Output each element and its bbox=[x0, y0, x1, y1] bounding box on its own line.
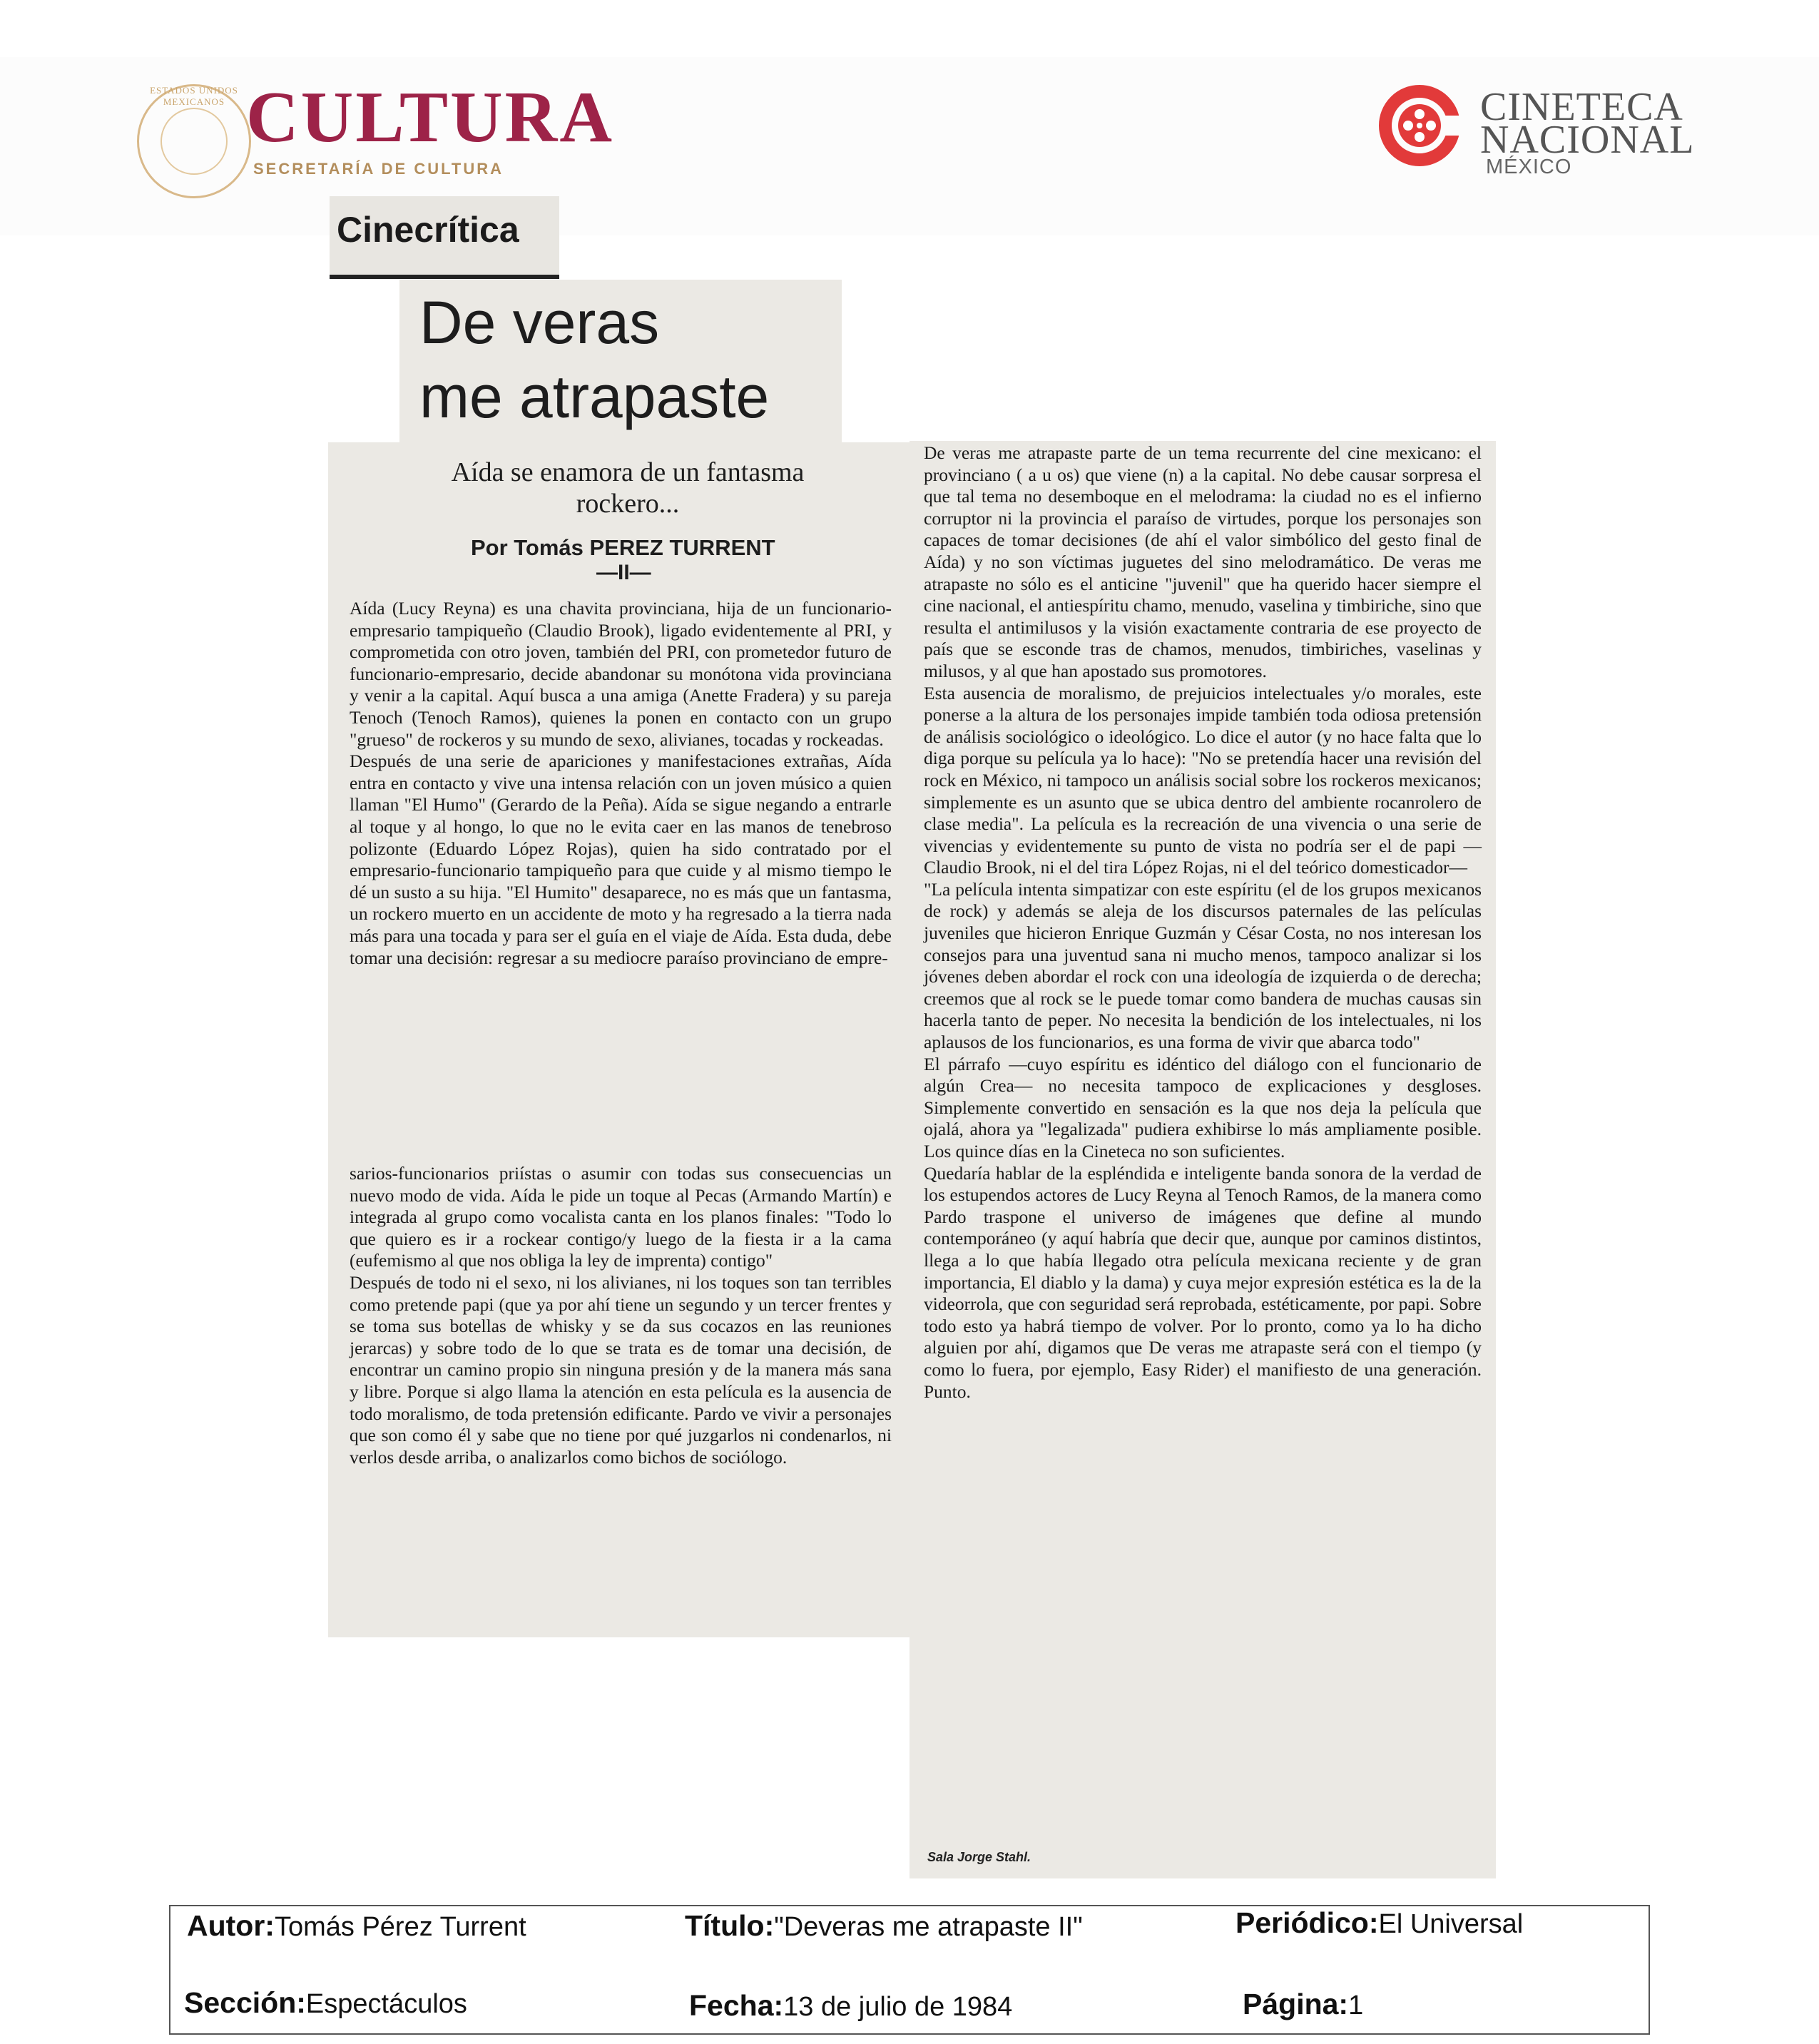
film-reel-icon bbox=[1377, 83, 1462, 168]
article-headline bbox=[399, 280, 842, 444]
cultura-logo-word: CULTURA bbox=[246, 77, 615, 158]
meta-titulo bbox=[685, 1909, 1083, 1943]
meta-periodico-value: El Universal bbox=[1378, 1909, 1524, 1939]
section-tag bbox=[330, 196, 559, 279]
meta-seccion-label: Sección: bbox=[184, 1986, 306, 2019]
meta-seccion-value: Espectáculos bbox=[305, 1989, 467, 2019]
cineteca-logo-line1: CINETECA bbox=[1480, 85, 1683, 129]
article-deck: Aída se enamora de un fantasma rockero... bbox=[451, 457, 805, 519]
article-signature: Sala Jorge Stahl. bbox=[927, 1850, 1031, 1864]
cineteca-logo-line3: MÉXICO bbox=[1486, 156, 1572, 178]
meta-pagina-value: 1 bbox=[1348, 1990, 1364, 2020]
meta-periodico-label: Periódico: bbox=[1235, 1906, 1379, 1939]
article-column-right bbox=[910, 441, 1496, 1878]
article-column-left bbox=[328, 442, 910, 1637]
meta-autor bbox=[187, 1909, 526, 1943]
cineteca-logo-line2: NACIONAL bbox=[1480, 118, 1695, 162]
eagle-emblem-icon bbox=[160, 108, 228, 175]
article-body-col1-part1: Aída (Lucy Reyna) es una chavita provinciana, hija de un funcionario-empresario tampiqueño (Claudio Brook), ligado evidentemente al PRI, y comprometida con otro joven, también del PRI, con prometedor futuro de funcionario-empresario, decide abandonar su monótona vida provinciana y venir a la capital. Aquí busca a una amiga (Anette Fradera) y su pareja Tenoch (Tenoch Ramos), quienes la ponen en contacto con un grupo "grueso" de rockeros y su mundo de sexo, alivianes, tocadas y rockeadas. Después de una serie de apariciones y manifestaciones extrañas, Aída entra en contacto y vive una intensa relación con un joven músico a quien llaman "El Humo" (Gerardo de la Peña). Aída se sigue negando a entrarle al toque y al hongo, lo que no le evita caer en las manos de tenebroso polizonte (Eduardo López Rojas), quien ha sido contratado por el empresario-funcionario tampiqueño para que cuide y al mismo tiempo le dé un susto a su hija. "El Humito" desaparece, no es más que un fantasma, un rockero muerto en un accidente de moto y ha regresado a la tierra nada más para una tocada y para ser el guía en el viaje de Aída. Esta duda, debe tomar una decisión: regresar a su mediocre paraíso provinciano de empre- bbox=[350, 598, 892, 968]
mexican-coat-of-arms-seal bbox=[137, 84, 251, 198]
meta-fecha-label: Fecha: bbox=[689, 1989, 784, 2022]
meta-autor-value: Tomás Pérez Turrent bbox=[274, 1912, 526, 1942]
meta-pagina bbox=[1243, 1988, 1363, 2021]
article-body-col1-part2: sarios-funcionarios priístas o asumir con todas sus consecuencias un nuevo modo de vida. Aída le pide un toque al Pecas (Armando Martín) e integrada al grupo como vocalista canta en los planos finales: "Todo lo que quiero es ir a rockear contigo/y luego de la fiesta ir a la cama (eufemismo al que nos obliga la ley de imprenta) contigo" Después de todo ni el sexo, ni los alivianes, ni los toques son tan terribles como pretende papi (que ya por ahí tiene un segundo y un tercer frentes y se toma sus botellas de whisky y se da sus cocazos en las reuniones jerarcas) y sobre todo de lo que se trata es de tomar una decisión, de encontrar un camino propio sin ninguna presión y de la manera más sana y libre. Porque si algo llama la atención en esta película es la ausencia de todo moralismo, de toda pretensión edificante. Pardo ve vivir a personajes que son como él y sabe que no tiene por qué juzgarlos ni condenarlos, ni verlos desde arriba, o analizarlos como bichos de sociólogo. bbox=[350, 1163, 892, 1468]
meta-seccion bbox=[184, 1986, 467, 2020]
cultura-logo-subtitle: SECRETARÍA DE CULTURA bbox=[253, 160, 504, 178]
meta-titulo-value: "Deveras me atrapaste II" bbox=[774, 1912, 1083, 1942]
seal-text: ESTADOS UNIDOS MEXICANOS bbox=[150, 85, 238, 107]
meta-pagina-label: Página: bbox=[1243, 1988, 1349, 2020]
article-part-number: —II— bbox=[596, 561, 651, 584]
meta-periodico bbox=[1235, 1906, 1523, 1940]
meta-autor-label: Autor: bbox=[187, 1909, 275, 1942]
meta-titulo-label: Título: bbox=[685, 1909, 775, 1942]
section-tag-label: Cinecrítica bbox=[337, 210, 519, 250]
meta-fecha-value: 13 de julio de 1984 bbox=[783, 1992, 1013, 2022]
article-body-col2: De veras me atrapaste parte de un tema recurrente del cine mexicano: el provinciano ( a u os) que viene (n) a la capital. No debe causar sorpresa el que tal tema no desemboque en el melodrama: la ciudad no es el infierno corruptor ni la provincia el paraíso de virtudes, porque los personajes son capaces de tomar decisiones (de ahí el valor simbólico del gesto final de Aída) y no son víctimas juguetes del sino melodramático. De veras me atrapaste no sólo es el anticine "juvenil" que ha querido hacer siempre el cine nacional, el antiespíritu chamo, menudo, vaselina y timbiriche, sino que resulta el antimilusos y la visión exactamente contraria de ese proyecto de país que se esconde tras de chamos, menudos, timbiriches, vaselinas y milusos, y al que han apostado sus promotores. Esta ausencia de moralismo, de prejuicios intelectuales y/o morales, este ponerse a la altura de los personajes impide también toda odiosa pretensión de análisis sociológico o ideológico. Lo dice el autor (y no hace falta que lo diga porque su película ya lo hace): "No se pretendía hacer una revisión del rock en México, ni tampoco un análisis social sobre los rockeros mexicanos; simplemente es un asunto que se ubica dentro del ambiente rocanrolero de clase media". La película es la recreación de una vivencia o una serie de vivencias y evidentemente su punto de vista no podría ser el de papi —Claudio Brook, ni el del tira López Rojas, ni el del teórico domesticador— "La película intenta simpatizar con este espíritu (el de los grupos mexicanos de rock) y además se aleja de los discursos paternales de las películas juveniles que hicieron Enrique Guzmán y César Costa, no nos interesan los consejos para una juventud sana ni mucho menos, tampoco analizar si los jóvenes deben abordar el rock con una ideología de izquierda o de derecha; creemos que al rock se le puede tomar como bandera de muchas causas sin hacerla tanto de peper. No necesita la bendición de los intelectuales, ni los aplausos de los funcionarios, es una forma de vivir que abarca todo" El párrafo —cuyo espíritu es idéntico del diálogo con el funcionario de algún Crea— no necesita tampoco de explicaciones y desgloses. Simplemente convertido en sensación es la que nos deja la película que ojalá, ahora ya "legalizada" pudiera exhibirse lo más ampliamente posible. Los quince días en la Cineteca no son suficientes. Quedaría hablar de la espléndida e inteligente banda sonora de la verdad de los estupendos actores de Lucy Reyna al Tenoch Ramos, de la manera como Pardo traspone el universo de imágenes que define al mundo contemporáneo (y aquí habría que decir que, aunque por caminos distintos, llega a lo que había llegado otra película mexicana reciente y de gran importancia, El diablo y la dama) y cuya mejor expresión estética es la de la videorrola, que con seguridad será reprobada, estéticamente, por papi. Sobre todo esto ya habrá tiempo de volver. Por lo pronto, como ya lo ha dicho alguien por ahí, digamos que De veras me atrapaste será con el tiempo (y como lo fuera, por ejemplo, Easy Rider) el manifiesto de una generación. Punto. bbox=[924, 442, 1482, 1402]
article-byline: Por Tomás PEREZ TURRENT bbox=[471, 535, 775, 560]
headline-line-2: me atrapaste bbox=[419, 363, 770, 430]
headline-line-1: De veras bbox=[419, 289, 660, 356]
meta-fecha bbox=[689, 1989, 1012, 2023]
